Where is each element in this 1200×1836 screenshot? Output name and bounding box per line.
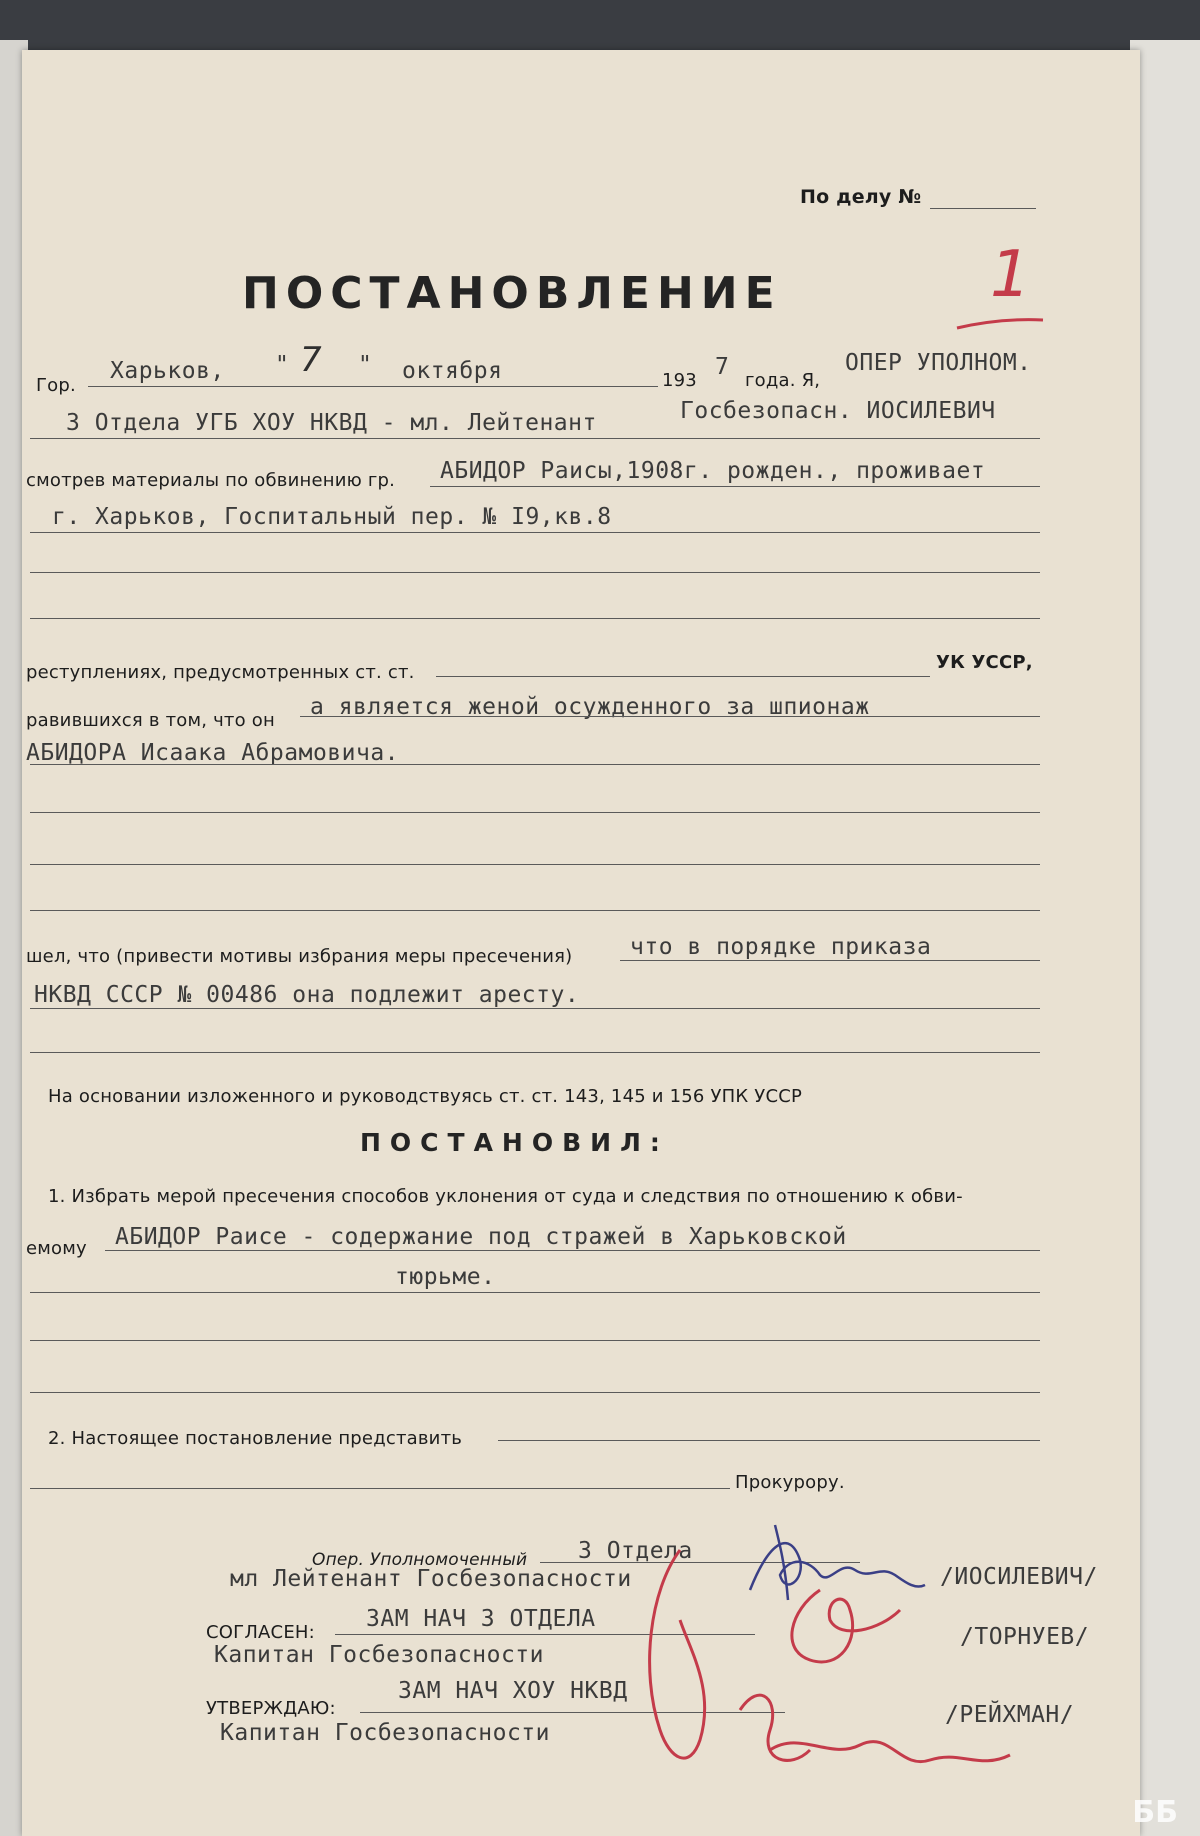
point1-typed1: АБИДОР Раисе - содержание под стражей в Харьковской <box>115 1224 847 1250</box>
motives-line2 <box>30 1008 1040 1009</box>
folder-back-sheet <box>1130 40 1200 1836</box>
approved-rank: Капитан Госбезопасности <box>220 1720 550 1746</box>
manifested-line <box>300 716 1040 717</box>
case-number-line <box>930 208 1036 209</box>
point1-typed2: тюрьме. <box>395 1264 496 1290</box>
officer-signature-name: /ИОСИЛЕВИЧ/ <box>940 1564 1098 1590</box>
officer-line2b: Госбезопасн. ИОСИЛЕВИЧ <box>680 398 996 424</box>
city-value: Харьков, <box>110 358 225 384</box>
approved-label: УТВЕРЖДАЮ: <box>206 1698 336 1719</box>
crimes-label: реступлениях, предусмотренных ст. ст. <box>26 662 415 683</box>
year-suffix: года. Я, <box>745 370 821 391</box>
page-mark-underline <box>955 316 1045 332</box>
motives-label: шел, что (привести мотивы избрания меры пресечения) <box>26 946 573 967</box>
blank-line-8 <box>30 1392 1040 1393</box>
motives-text1: что в порядке приказа <box>630 934 932 960</box>
reviewed-label: смотрев материалы по обвинению гр. <box>26 470 396 491</box>
manifested-line2 <box>30 764 1040 765</box>
crimes-articles-line <box>436 676 930 677</box>
document-title: ПОСТАНОВЛЕНИЕ <box>242 268 782 319</box>
approved-name: /РЕЙХМАН/ <box>945 1702 1075 1728</box>
accused-line <box>430 486 1040 487</box>
date-line <box>88 386 658 387</box>
decree-heading: ПОСТАНОВИЛ: <box>360 1128 669 1157</box>
approved-title: ЗАМ НАЧ ХОУ НКВД <box>398 1678 628 1704</box>
day-quote-close: " <box>358 352 373 378</box>
day-value: 7 <box>300 340 322 380</box>
officer-line <box>30 438 1040 439</box>
address-line <box>30 532 1040 533</box>
agreed-title: ЗАМ НАЧ 3 ОТДЕЛА <box>366 1606 596 1632</box>
point2-text: 2. Настоящее постановление представить <box>48 1428 463 1449</box>
officer-signature-dept: 3 Отдела <box>578 1538 693 1564</box>
point1-prefix: емому <box>26 1238 87 1259</box>
blank-line-1 <box>30 572 1040 573</box>
manifested-text2: АБИДОРА Исаака Абрамовича. <box>26 740 400 766</box>
blank-line-5 <box>30 910 1040 911</box>
blank-line-2 <box>30 618 1040 619</box>
watermark: ББ <box>1132 1795 1178 1830</box>
case-number-label: По делу № <box>800 186 922 208</box>
page-mark-number: 1 <box>990 238 1031 312</box>
year-digit: 7 <box>715 354 730 380</box>
officer-signature-label: Опер. Уполномоченный <box>312 1550 528 1570</box>
motives-text2: НКВД СССР № 00486 она подлежит аресту. <box>34 982 580 1008</box>
legal-basis: На основании изложенного и руководствуясь ст. ст. 143, 145 и 156 УПК УССР <box>48 1086 803 1107</box>
blank-line-6 <box>30 1052 1040 1053</box>
agreed-label: СОГЛАСЕН: <box>206 1622 315 1643</box>
point1-line <box>105 1250 1040 1251</box>
accused-line1: АБИДОР Раисы,1908г. рожден., проживает <box>440 458 986 484</box>
blank-line-3 <box>30 812 1040 813</box>
city-label: Гор. <box>36 375 76 396</box>
red-ink-signature <box>620 1530 1040 1800</box>
point2-line <box>498 1440 1040 1441</box>
day-quote-open: " <box>275 352 290 378</box>
year-prefix: 193 <box>662 370 697 391</box>
manifested-text1: а является женой осужденного за шпионаж <box>310 694 870 720</box>
month-value: октября <box>402 358 503 384</box>
point1-text: 1. Избрать мерой пресечения способов уклонения от суда и следствия по отношению к обви- <box>48 1186 963 1207</box>
officer-signature-rank: мл Лейтенант Госбезопасности <box>230 1566 632 1592</box>
blank-line-7 <box>30 1340 1040 1341</box>
blank-line-4 <box>30 864 1040 865</box>
motives-line <box>620 960 1040 961</box>
criminal-code: УК УССР, <box>936 652 1033 673</box>
agreed-rank: Капитан Госбезопасности <box>214 1642 544 1668</box>
officer-line1: ОПЕР УПОЛНОМ. <box>845 350 1032 376</box>
agreed-name: /ТОРНУЕВ/ <box>960 1624 1090 1650</box>
manifested-label: равившихся в том, что он <box>26 710 275 731</box>
prosecutor-label: Прокурору. <box>735 1472 845 1493</box>
officer-line2: 3 Отдела УГБ ХОУ НКВД - мл. Лейтенант <box>66 410 597 436</box>
accused-line2: г. Харьков, Госпитальный пер. № I9,кв.8 <box>52 504 612 530</box>
point1-line2 <box>30 1292 1040 1293</box>
prosecutor-line <box>30 1488 730 1489</box>
